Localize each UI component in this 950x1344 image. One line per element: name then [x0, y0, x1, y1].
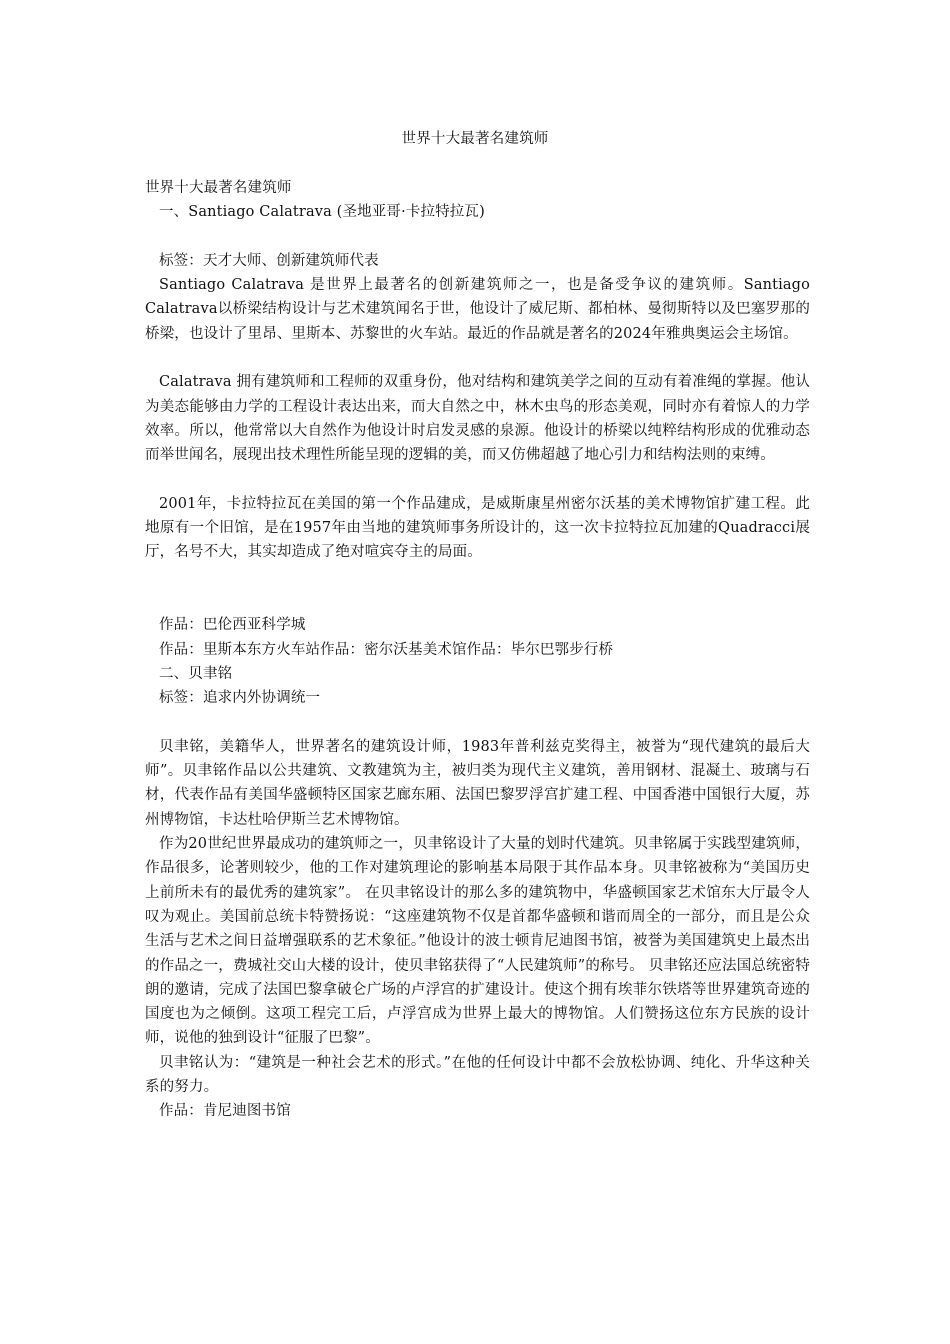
spacer	[145, 225, 810, 249]
section-1-paragraph-3: 2001年，卡拉特拉瓦在美国的第一个作品建成，是威斯康星州密尔沃基的美术博物馆扩建工程。此地原有一个旧馆，是在1957年由当地的建筑师事务所设计的，这一次卡拉特拉瓦加建的Quadracci展厅，名号不大，其实却造成了绝对喧宾夺主的局面。	[145, 495, 810, 561]
section-1-works-1: 作品：巴伦西亚科学城	[159, 617, 306, 634]
spacer	[145, 711, 810, 735]
section-2-tags: 标签：追求内外协调统一	[159, 690, 321, 707]
section-2-paragraph-2: 作为20世纪世界最成功的建筑师之一，贝聿铭设计了大量的划时代建筑。贝聿铭属于实践型建筑师，作品很多，论著则较少，他的工作对建筑理论的影响基本局限于其作品本身。贝聿铭被称为“美国历史上前所未有的最优秀的建筑家”。 在贝聿铭设计的那么多的建筑物中，华盛顿国家艺术馆东大厅最令人叹为观止。美国前总统卡特赞扬说：“这座建筑物不仅是首都华盛顿和谐而周全的一部分，而且是公众生活与艺术之间日益增强联系的艺术象征。”他设计的波士顿肯尼迪图书馆，被誉为美国建筑史上最杰出的作品之一，费城社交山大楼的设计，使贝聿铭获得了“人民建筑师”的称号。 贝聿铭还应法国总统密特朗的邀请，完成了法国巴黎拿破仑广场的卢浮宫的扩建设计。使这个拥有埃菲尔铁塔等世界建筑奇迹的国度也为之倾倒。这项工程完工后，卢浮宫成为世界上最大的博物馆。人们赞扬这位东方民族的设计师，说他的独到设计“征服了巴黎”。	[145, 836, 810, 1047]
section-1-heading: 一、Santiago Calatrava (圣地亚哥·卡拉特拉瓦)	[159, 204, 485, 221]
section-main-heading: 世界十大最著名建筑师	[145, 180, 292, 196]
section-2-heading: 二、贝聿铭	[159, 665, 233, 682]
section-1-paragraph-1: Santiago Calatrava 是世界上最著名的创新建筑师之一，也是备受争议的建筑师。Santiago Calatrava以桥梁结构设计与艺术建筑闻名于世，他设计了威尼斯、都柏林、曼彻斯特以及巴塞罗那的桥梁，也设计了里昂、里斯本、苏黎世的火车站。最近的作品就是著名的2024年雅典奥运会主场馆。	[145, 277, 810, 342]
section-1-paragraph-2: Calatrava 拥有建筑师和工程师的双重身份，他对结构和建筑美学之间的互动有着准绳的掌握。他认为美态能够由力学的工程设计表达出来，而大自然之中，林木虫鸟的形态美观，同时亦有着惊人的力学效率。所以，他常常以大自然作为他设计时启发灵感的泉源。他设计的桥梁以纯粹结构形成的优雅动态而举世闻名，展现出技术理性所能呈现的逻辑的美，而又仿佛超越了地心引力和结构法则的束缚。	[145, 374, 810, 464]
section-2-works-1: 作品：肯尼迪图书馆	[159, 1103, 291, 1120]
spacer	[145, 565, 810, 614]
section-2-paragraph-1: 贝聿铭，美籍华人，世界著名的建筑设计师，1983年普利兹克奖得主，被誉为“现代建筑的最后大师”。贝聿铭作品以公共建筑、文教建筑为主，被归类为现代主义建筑，善用钢材、混凝土、玻璃与石材，代表作品有美国华盛顿特区国家艺廊东厢、法国巴黎罗浮宫扩建工程、中国香港中国银行大厦，苏州博物馆，卡达杜哈伊斯兰艺术博物馆。	[145, 738, 810, 828]
section-1-tags: 标签：天才大师、创新建筑师代表	[159, 252, 379, 269]
document-body	[145, 176, 810, 1124]
section-2-paragraph-3: 贝聿铭认为：“建筑是一种社会艺术的形式。”在他的任何设计中都不会放松协调、纯化、升华这种关系的努力。	[145, 1054, 810, 1095]
spacer	[145, 346, 810, 370]
section-1-works-2: 作品：里斯本东方火车站作品：密尔沃基美术馆作品：毕尔巴鄂步行桥	[159, 641, 614, 658]
document-title: 世界十大最著名建筑师	[401, 131, 549, 147]
spacer	[145, 468, 810, 492]
